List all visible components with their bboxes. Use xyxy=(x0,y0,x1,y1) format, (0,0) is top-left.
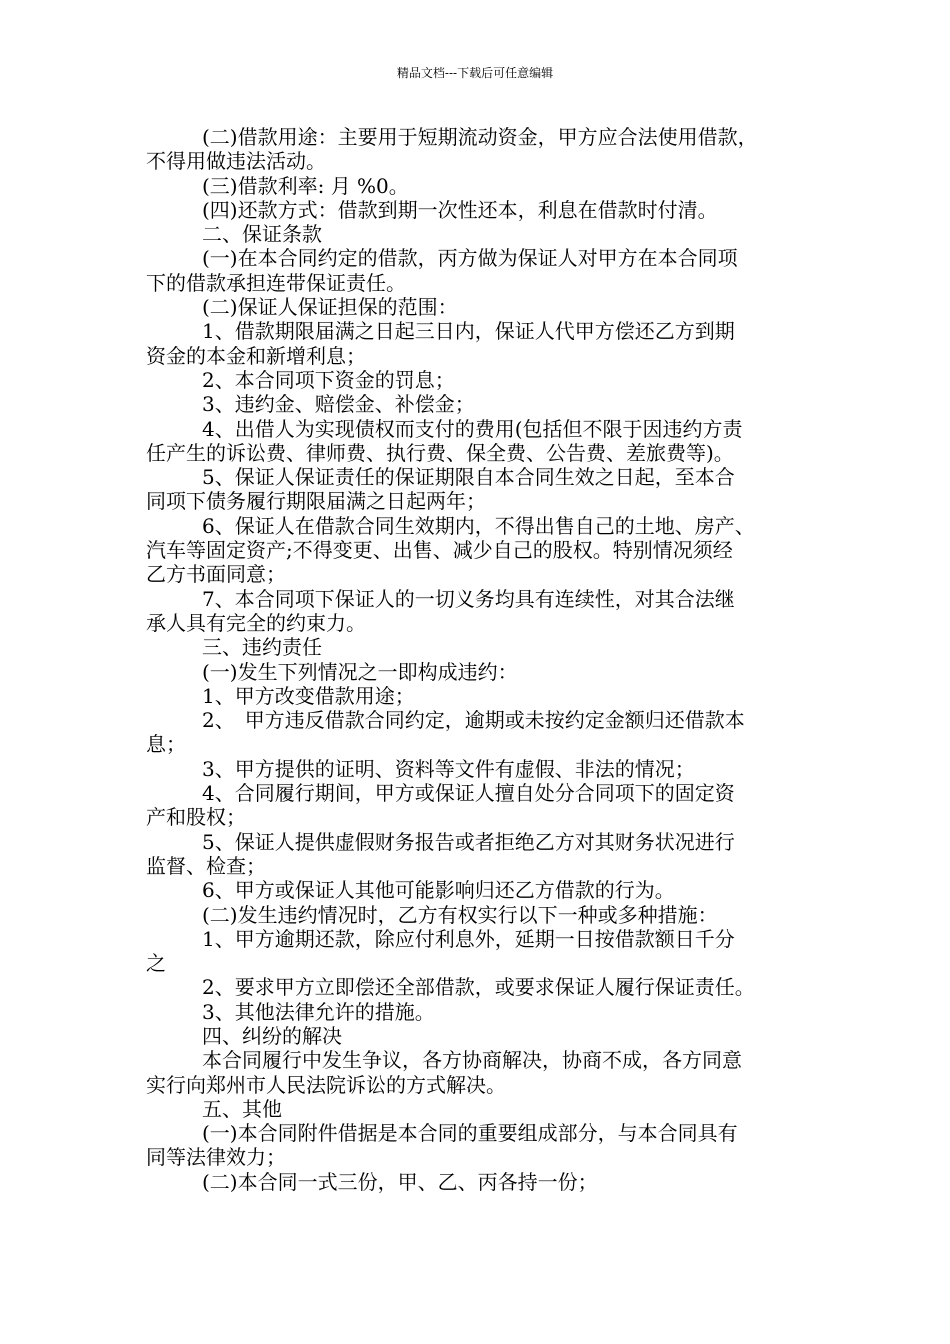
text-line: (一)发生下列情况之一即构成违约： xyxy=(202,659,518,684)
text-line: 5、保证人保证责任的保证期限自本合同生效之日起，至本合 xyxy=(202,465,735,490)
text-line: (二)保证人保证担保的范围： xyxy=(202,295,458,320)
text-line: (二)本合同一式三份，甲、乙、丙各持一份； xyxy=(202,1169,598,1194)
text-line: 息； xyxy=(146,732,186,757)
text-line: 四、纠纷的解决 xyxy=(202,1023,342,1048)
text-line: 产和股权； xyxy=(146,805,246,830)
text-line: 任产生的诉讼费、律师费、执行费、保全费、公告费、差旅费等)。 xyxy=(146,440,734,465)
text-line: (三)借款利率: 月 %0。 xyxy=(202,173,409,198)
text-line: (二)发生违约情况时，乙方有权实行以下一种或多种措施： xyxy=(202,902,718,927)
text-line: 7、本合同项下保证人的一切义务均具有连续性，对其合法继 xyxy=(202,586,735,611)
text-line: (四)还款方式：借款到期一次性还本，利息在借款时付清。 xyxy=(202,197,718,222)
text-line: 1、甲方改变借款用途； xyxy=(202,683,415,708)
text-line: 同项下债务履行期限届满之日起两年； xyxy=(146,489,486,514)
text-line: (二)借款用途：主要用于短期流动资金，甲方应合法使用借款， xyxy=(202,125,758,149)
text-line: 本合同履行中发生争议，各方协商解决，协商不成，各方同意 xyxy=(202,1048,742,1073)
text-line: 资金的本金和新增利息； xyxy=(146,343,366,368)
text-line: 之 xyxy=(146,951,166,976)
text-line: 2、要求甲方立即偿还全部借款，或要求保证人履行保证责任。 xyxy=(202,975,755,1000)
text-line: 1、甲方逾期还款，除应付利息外，延期一日按借款额日千分 xyxy=(202,926,735,951)
text-line: (一)本合同附件借据是本合同的重要组成部分，与本合同具有 xyxy=(202,1121,738,1146)
text-line: 3、违约金、赔偿金、补偿金； xyxy=(202,392,475,417)
text-line: 不得用做违法活动。 xyxy=(146,149,326,174)
text-line: 4、出借人为实现债权而支付的费用(包括但不限于因违约方责 xyxy=(202,416,743,441)
text-line: 6、甲方或保证人其他可能影响归还乙方借款的行为。 xyxy=(202,878,675,903)
text-line: 6、保证人在借款合同生效期内，不得出售自己的土地、房产、 xyxy=(202,513,755,538)
text-line: 监督、检查； xyxy=(146,853,266,878)
document-body xyxy=(146,125,816,1194)
text-line: 4、合同履行期间，甲方或保证人擅自处分合同项下的固定资 xyxy=(202,781,735,806)
text-line: 汽车等固定资产;不得变更、出售、减少自己的股权。特别情况须经 xyxy=(146,538,733,563)
text-line: 2、本合同项下资金的罚息； xyxy=(202,367,455,392)
text-line: 3、甲方提供的证明、资料等文件有虚假、非法的情况； xyxy=(202,756,695,781)
text-line: 承人具有完全的约束力。 xyxy=(146,610,366,635)
text-line: 下的借款承担连带保证责任。 xyxy=(146,270,406,295)
text-line: 三、违约责任 xyxy=(202,635,322,660)
text-line: 5、保证人提供虚假财务报告或者拒绝乙方对其财务状况进行 xyxy=(202,829,735,854)
text-line: 二、保证条款 xyxy=(202,222,322,247)
page-header: 精品文档---下载后可任意编辑 xyxy=(396,66,554,80)
text-line: 实行向郑州市人民法院诉讼的方式解决。 xyxy=(146,1072,506,1097)
text-line: 1、借款期限届满之日起三日内，保证人代甲方偿还乙方到期 xyxy=(202,319,735,344)
text-line: 2、 甲方违反借款合同约定，逾期或未按约定金额归还借款本 xyxy=(202,708,745,733)
text-line: (一)在本合同约定的借款，丙方做为保证人对甲方在本合同项 xyxy=(202,246,738,271)
text-line: 3、其他法律允许的措施。 xyxy=(202,999,435,1024)
text-line: 同等法律效力； xyxy=(146,1145,286,1170)
text-line: 乙方书面同意； xyxy=(146,562,286,587)
text-line: 五、其他 xyxy=(202,1096,282,1121)
